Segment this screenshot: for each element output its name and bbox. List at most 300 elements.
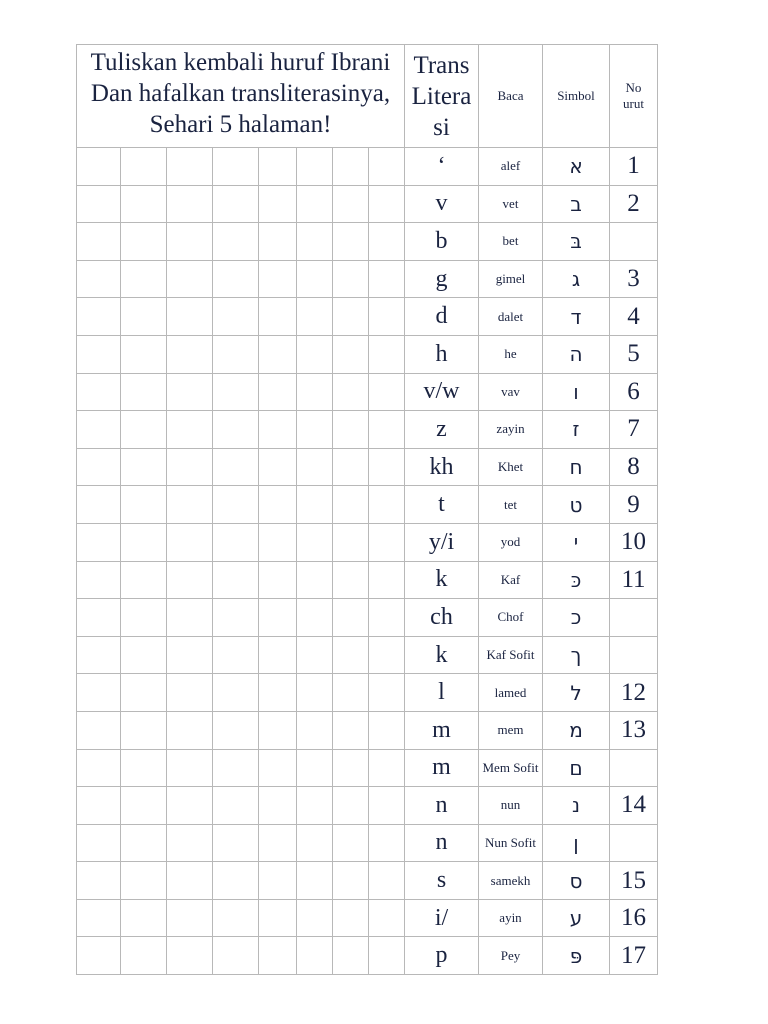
practice-cell[interactable] <box>167 599 213 637</box>
practice-cell[interactable] <box>77 749 121 787</box>
trans-cell: m <box>405 749 479 787</box>
practice-cell[interactable] <box>333 335 369 373</box>
trans-header-line-1: Trans <box>413 51 470 79</box>
practice-cell[interactable] <box>167 523 213 561</box>
no-cell: 3 <box>610 260 658 298</box>
practice-cell[interactable] <box>369 749 405 787</box>
practice-cell[interactable] <box>369 373 405 411</box>
table-row <box>77 298 658 336</box>
practice-cell[interactable] <box>369 298 405 336</box>
baca-cell: Kaf <box>479 561 543 599</box>
practice-cell[interactable] <box>297 335 333 373</box>
no-header-line-1: No <box>625 80 642 95</box>
practice-cell[interactable] <box>333 298 369 336</box>
practice-cell[interactable] <box>213 148 259 186</box>
simbol-cell: י <box>543 523 610 561</box>
simbol-cell: כּ <box>543 561 610 599</box>
practice-cell[interactable] <box>369 411 405 449</box>
trans-header-line-2: Litera <box>411 82 472 110</box>
practice-cell[interactable] <box>167 862 213 900</box>
practice-cell[interactable] <box>213 599 259 637</box>
practice-cell[interactable] <box>77 937 121 975</box>
baca-cell: mem <box>479 711 543 749</box>
practice-cell[interactable] <box>333 749 369 787</box>
practice-cell[interactable] <box>369 711 405 749</box>
practice-cell[interactable] <box>333 899 369 937</box>
practice-cell[interactable] <box>333 674 369 712</box>
trans-cell: kh <box>405 448 479 486</box>
baca-cell: gimel <box>479 260 543 298</box>
practice-cell[interactable] <box>77 411 121 449</box>
practice-cell[interactable] <box>297 411 333 449</box>
instruction-line-2: Dan hafalkan transliterasinya, <box>90 80 391 107</box>
trans-cell: g <box>405 260 479 298</box>
practice-cell[interactable] <box>213 636 259 674</box>
simbol-cell: נ <box>543 787 610 825</box>
practice-cell[interactable] <box>213 787 259 825</box>
practice-cell[interactable] <box>369 486 405 524</box>
baca-cell: Pey <box>479 937 543 975</box>
practice-cell[interactable] <box>259 862 297 900</box>
practice-cell[interactable] <box>369 636 405 674</box>
practice-cell[interactable] <box>213 486 259 524</box>
practice-cell[interactable] <box>77 711 121 749</box>
practice-cell[interactable] <box>333 411 369 449</box>
practice-cell[interactable] <box>213 335 259 373</box>
practice-cell[interactable] <box>369 523 405 561</box>
practice-cell[interactable] <box>121 448 167 486</box>
simbol-cell: ה <box>543 335 610 373</box>
practice-cell[interactable] <box>121 599 167 637</box>
practice-cell[interactable] <box>167 711 213 749</box>
practice-cell[interactable] <box>167 148 213 186</box>
practice-cell[interactable] <box>369 824 405 862</box>
trans-cell: k <box>405 561 479 599</box>
no-urut-header <box>610 45 658 148</box>
simbol-cell: מ <box>543 711 610 749</box>
practice-cell[interactable] <box>369 561 405 599</box>
practice-cell[interactable] <box>121 899 167 937</box>
no-header-line-2: urut <box>623 96 644 111</box>
simbol-cell: ג <box>543 260 610 298</box>
trans-cell: h <box>405 335 479 373</box>
practice-cell[interactable] <box>213 448 259 486</box>
baca-header: Baca <box>479 45 543 148</box>
trans-header-line-3: si <box>433 113 450 141</box>
practice-cell[interactable] <box>121 711 167 749</box>
trans-cell: t <box>405 486 479 524</box>
practice-cell[interactable] <box>77 561 121 599</box>
hebrew-alphabet-worksheet <box>76 44 658 975</box>
practice-cell[interactable] <box>333 448 369 486</box>
simbol-cell: כ <box>543 599 610 637</box>
practice-cell[interactable] <box>297 824 333 862</box>
trans-cell: m <box>405 711 479 749</box>
practice-cell[interactable] <box>121 373 167 411</box>
practice-cell[interactable] <box>259 260 297 298</box>
practice-cell[interactable] <box>259 787 297 825</box>
practice-cell[interactable] <box>297 373 333 411</box>
no-cell: 6 <box>610 373 658 411</box>
practice-cell[interactable] <box>121 148 167 186</box>
baca-cell: dalet <box>479 298 543 336</box>
practice-cell[interactable] <box>121 260 167 298</box>
baca-cell: he <box>479 335 543 373</box>
simbol-cell: ט <box>543 486 610 524</box>
practice-cell[interactable] <box>259 523 297 561</box>
table-row <box>77 148 658 186</box>
no-cell: 16 <box>610 899 658 937</box>
practice-cell[interactable] <box>259 335 297 373</box>
practice-cell[interactable] <box>167 899 213 937</box>
practice-cell[interactable] <box>121 223 167 261</box>
practice-cell[interactable] <box>369 223 405 261</box>
practice-cell[interactable] <box>297 674 333 712</box>
practice-cell[interactable] <box>121 561 167 599</box>
trans-cell: y/i <box>405 523 479 561</box>
practice-cell[interactable] <box>213 411 259 449</box>
practice-cell[interactable] <box>369 260 405 298</box>
practice-cell[interactable] <box>333 824 369 862</box>
practice-cell[interactable] <box>259 599 297 637</box>
practice-cell[interactable] <box>297 561 333 599</box>
baca-cell: ayin <box>479 899 543 937</box>
practice-cell[interactable] <box>121 185 167 223</box>
baca-cell: zayin <box>479 411 543 449</box>
header-row <box>77 45 658 148</box>
simbol-cell: ו <box>543 373 610 411</box>
practice-cell[interactable] <box>259 185 297 223</box>
simbol-cell: ח <box>543 448 610 486</box>
trans-cell: i/ <box>405 899 479 937</box>
simbol-cell: בּ <box>543 223 610 261</box>
practice-cell[interactable] <box>259 937 297 975</box>
baca-cell: Khet <box>479 448 543 486</box>
practice-cell[interactable] <box>167 185 213 223</box>
baca-cell: vet <box>479 185 543 223</box>
practice-cell[interactable] <box>369 335 405 373</box>
simbol-cell: א <box>543 148 610 186</box>
practice-cell[interactable] <box>77 223 121 261</box>
no-cell <box>610 824 658 862</box>
practice-cell[interactable] <box>121 335 167 373</box>
instruction-heading <box>77 45 405 148</box>
table-row <box>77 824 658 862</box>
table-row <box>77 373 658 411</box>
practice-cell[interactable] <box>77 298 121 336</box>
table-row <box>77 862 658 900</box>
table-row <box>77 335 658 373</box>
practice-cell[interactable] <box>297 523 333 561</box>
no-cell: 13 <box>610 711 658 749</box>
practice-cell[interactable] <box>121 749 167 787</box>
practice-cell[interactable] <box>77 335 121 373</box>
practice-cell[interactable] <box>77 373 121 411</box>
practice-cell[interactable] <box>121 523 167 561</box>
no-cell: 8 <box>610 448 658 486</box>
practice-cell[interactable] <box>259 373 297 411</box>
practice-cell[interactable] <box>167 824 213 862</box>
practice-cell[interactable] <box>167 674 213 712</box>
practice-cell[interactable] <box>77 486 121 524</box>
practice-cell[interactable] <box>259 899 297 937</box>
table-row <box>77 899 658 937</box>
baca-cell: yod <box>479 523 543 561</box>
table-row <box>77 711 658 749</box>
baca-cell: Chof <box>479 599 543 637</box>
no-cell: 2 <box>610 185 658 223</box>
practice-cell[interactable] <box>121 824 167 862</box>
practice-cell[interactable] <box>121 298 167 336</box>
no-cell: 7 <box>610 411 658 449</box>
practice-cell[interactable] <box>213 749 259 787</box>
practice-cell[interactable] <box>333 862 369 900</box>
practice-cell[interactable] <box>297 711 333 749</box>
baca-cell: tet <box>479 486 543 524</box>
table-row <box>77 599 658 637</box>
baca-cell: bet <box>479 223 543 261</box>
practice-cell[interactable] <box>213 862 259 900</box>
practice-cell[interactable] <box>213 561 259 599</box>
practice-cell[interactable] <box>369 599 405 637</box>
practice-cell[interactable] <box>297 862 333 900</box>
practice-cell[interactable] <box>259 298 297 336</box>
practice-cell[interactable] <box>77 787 121 825</box>
practice-cell[interactable] <box>77 599 121 637</box>
baca-cell: vav <box>479 373 543 411</box>
simbol-cell: ע <box>543 899 610 937</box>
table-row <box>77 411 658 449</box>
trans-cell: s <box>405 862 479 900</box>
baca-cell: lamed <box>479 674 543 712</box>
baca-cell: alef <box>479 148 543 186</box>
practice-cell[interactable] <box>167 749 213 787</box>
simbol-cell: ז <box>543 411 610 449</box>
practice-cell[interactable] <box>77 523 121 561</box>
practice-cell[interactable] <box>297 937 333 975</box>
practice-cell[interactable] <box>333 561 369 599</box>
trans-cell: l <box>405 674 479 712</box>
practice-cell[interactable] <box>259 223 297 261</box>
practice-cell[interactable] <box>297 899 333 937</box>
no-cell: 14 <box>610 787 658 825</box>
simbol-header: Simbol <box>543 45 610 148</box>
no-cell: 4 <box>610 298 658 336</box>
practice-cell[interactable] <box>369 185 405 223</box>
practice-cell[interactable] <box>333 787 369 825</box>
practice-cell[interactable] <box>121 937 167 975</box>
no-cell <box>610 636 658 674</box>
practice-cell[interactable] <box>333 486 369 524</box>
practice-cell[interactable] <box>259 448 297 486</box>
instruction-line-1: Tuliskan kembali huruf Ibrani <box>90 49 391 76</box>
practice-cell[interactable] <box>77 185 121 223</box>
practice-cell[interactable] <box>77 899 121 937</box>
practice-cell[interactable] <box>333 711 369 749</box>
instruction-line-3: Sehari 5 halaman! <box>149 111 332 138</box>
trans-cell: v <box>405 185 479 223</box>
practice-cell[interactable] <box>259 411 297 449</box>
baca-cell: Kaf Sofit <box>479 636 543 674</box>
no-cell <box>610 749 658 787</box>
practice-cell[interactable] <box>259 824 297 862</box>
simbol-cell: ך <box>543 636 610 674</box>
alphabet-table <box>76 44 658 975</box>
practice-cell[interactable] <box>259 148 297 186</box>
table-row <box>77 260 658 298</box>
baca-cell: Mem Sofit <box>479 749 543 787</box>
practice-cell[interactable] <box>77 448 121 486</box>
practice-cell[interactable] <box>213 260 259 298</box>
practice-cell[interactable] <box>297 787 333 825</box>
practice-cell[interactable] <box>213 373 259 411</box>
practice-cell[interactable] <box>297 298 333 336</box>
practice-cell[interactable] <box>333 599 369 637</box>
trans-cell: z <box>405 411 479 449</box>
practice-cell[interactable] <box>167 787 213 825</box>
practice-cell[interactable] <box>297 223 333 261</box>
practice-cell[interactable] <box>77 148 121 186</box>
practice-cell[interactable] <box>333 185 369 223</box>
practice-cell[interactable] <box>121 787 167 825</box>
practice-cell[interactable] <box>369 448 405 486</box>
trans-cell: b <box>405 223 479 261</box>
table-row <box>77 185 658 223</box>
practice-cell[interactable] <box>77 636 121 674</box>
practice-cell[interactable] <box>297 185 333 223</box>
trans-cell: n <box>405 787 479 825</box>
no-cell: 1 <box>610 148 658 186</box>
practice-cell[interactable] <box>167 260 213 298</box>
practice-cell[interactable] <box>333 373 369 411</box>
practice-cell[interactable] <box>167 223 213 261</box>
no-cell: 15 <box>610 862 658 900</box>
practice-cell[interactable] <box>297 260 333 298</box>
practice-cell[interactable] <box>369 674 405 712</box>
practice-cell[interactable] <box>77 674 121 712</box>
practice-cell[interactable] <box>369 862 405 900</box>
no-cell: 17 <box>610 937 658 975</box>
practice-cell[interactable] <box>333 636 369 674</box>
practice-cell[interactable] <box>167 561 213 599</box>
practice-cell[interactable] <box>369 937 405 975</box>
practice-cell[interactable] <box>167 373 213 411</box>
trans-cell: d <box>405 298 479 336</box>
practice-cell[interactable] <box>259 711 297 749</box>
practice-cell[interactable] <box>213 523 259 561</box>
practice-cell[interactable] <box>213 298 259 336</box>
trans-cell: k <box>405 636 479 674</box>
practice-cell[interactable] <box>333 260 369 298</box>
table-row <box>77 448 658 486</box>
practice-cell[interactable] <box>297 636 333 674</box>
practice-cell[interactable] <box>297 486 333 524</box>
transliteration-header <box>405 45 479 148</box>
practice-cell[interactable] <box>77 260 121 298</box>
practice-cell[interactable] <box>167 448 213 486</box>
simbol-cell: ס <box>543 862 610 900</box>
practice-cell[interactable] <box>333 223 369 261</box>
practice-cell[interactable] <box>121 862 167 900</box>
practice-cell[interactable] <box>167 411 213 449</box>
no-cell: 10 <box>610 523 658 561</box>
table-row <box>77 937 658 975</box>
practice-cell[interactable] <box>167 937 213 975</box>
practice-cell[interactable] <box>167 335 213 373</box>
practice-cell[interactable] <box>167 298 213 336</box>
practice-cell[interactable] <box>213 711 259 749</box>
practice-cell[interactable] <box>121 674 167 712</box>
no-cell <box>610 599 658 637</box>
baca-cell: samekh <box>479 862 543 900</box>
no-cell: 12 <box>610 674 658 712</box>
baca-cell: nun <box>479 787 543 825</box>
practice-cell[interactable] <box>77 862 121 900</box>
practice-cell[interactable] <box>213 824 259 862</box>
practice-cell[interactable] <box>369 899 405 937</box>
table-row <box>77 674 658 712</box>
practice-cell[interactable] <box>167 486 213 524</box>
practice-cell[interactable] <box>297 749 333 787</box>
practice-cell[interactable] <box>369 787 405 825</box>
trans-cell: ‘ <box>405 148 479 186</box>
practice-cell[interactable] <box>369 148 405 186</box>
baca-cell: Nun Sofit <box>479 824 543 862</box>
practice-cell[interactable] <box>121 636 167 674</box>
practice-cell[interactable] <box>213 899 259 937</box>
table-row <box>77 787 658 825</box>
simbol-cell: ד <box>543 298 610 336</box>
practice-cell[interactable] <box>121 411 167 449</box>
table-row <box>77 636 658 674</box>
simbol-cell: ם <box>543 749 610 787</box>
practice-cell[interactable] <box>213 223 259 261</box>
practice-cell[interactable] <box>297 599 333 637</box>
practice-cell[interactable] <box>333 523 369 561</box>
table-row <box>77 749 658 787</box>
no-cell: 11 <box>610 561 658 599</box>
table-row <box>77 523 658 561</box>
no-cell: 9 <box>610 486 658 524</box>
practice-cell[interactable] <box>167 636 213 674</box>
no-cell <box>610 223 658 261</box>
no-cell: 5 <box>610 335 658 373</box>
practice-cell[interactable] <box>259 486 297 524</box>
practice-cell[interactable] <box>297 148 333 186</box>
practice-cell[interactable] <box>259 561 297 599</box>
simbol-cell: ל <box>543 674 610 712</box>
practice-cell[interactable] <box>333 937 369 975</box>
practice-cell[interactable] <box>333 148 369 186</box>
practice-cell[interactable] <box>259 749 297 787</box>
trans-cell: ch <box>405 599 479 637</box>
trans-cell: v/w <box>405 373 479 411</box>
simbol-cell: פּ <box>543 937 610 975</box>
practice-cell[interactable] <box>259 636 297 674</box>
practice-cell[interactable] <box>213 185 259 223</box>
practice-cell[interactable] <box>213 674 259 712</box>
practice-cell[interactable] <box>259 674 297 712</box>
practice-cell[interactable] <box>297 448 333 486</box>
practice-cell[interactable] <box>121 486 167 524</box>
trans-cell: p <box>405 937 479 975</box>
simbol-cell: ן <box>543 824 610 862</box>
table-row <box>77 561 658 599</box>
practice-cell[interactable] <box>213 937 259 975</box>
practice-cell[interactable] <box>77 824 121 862</box>
table-row <box>77 486 658 524</box>
simbol-cell: ב <box>543 185 610 223</box>
